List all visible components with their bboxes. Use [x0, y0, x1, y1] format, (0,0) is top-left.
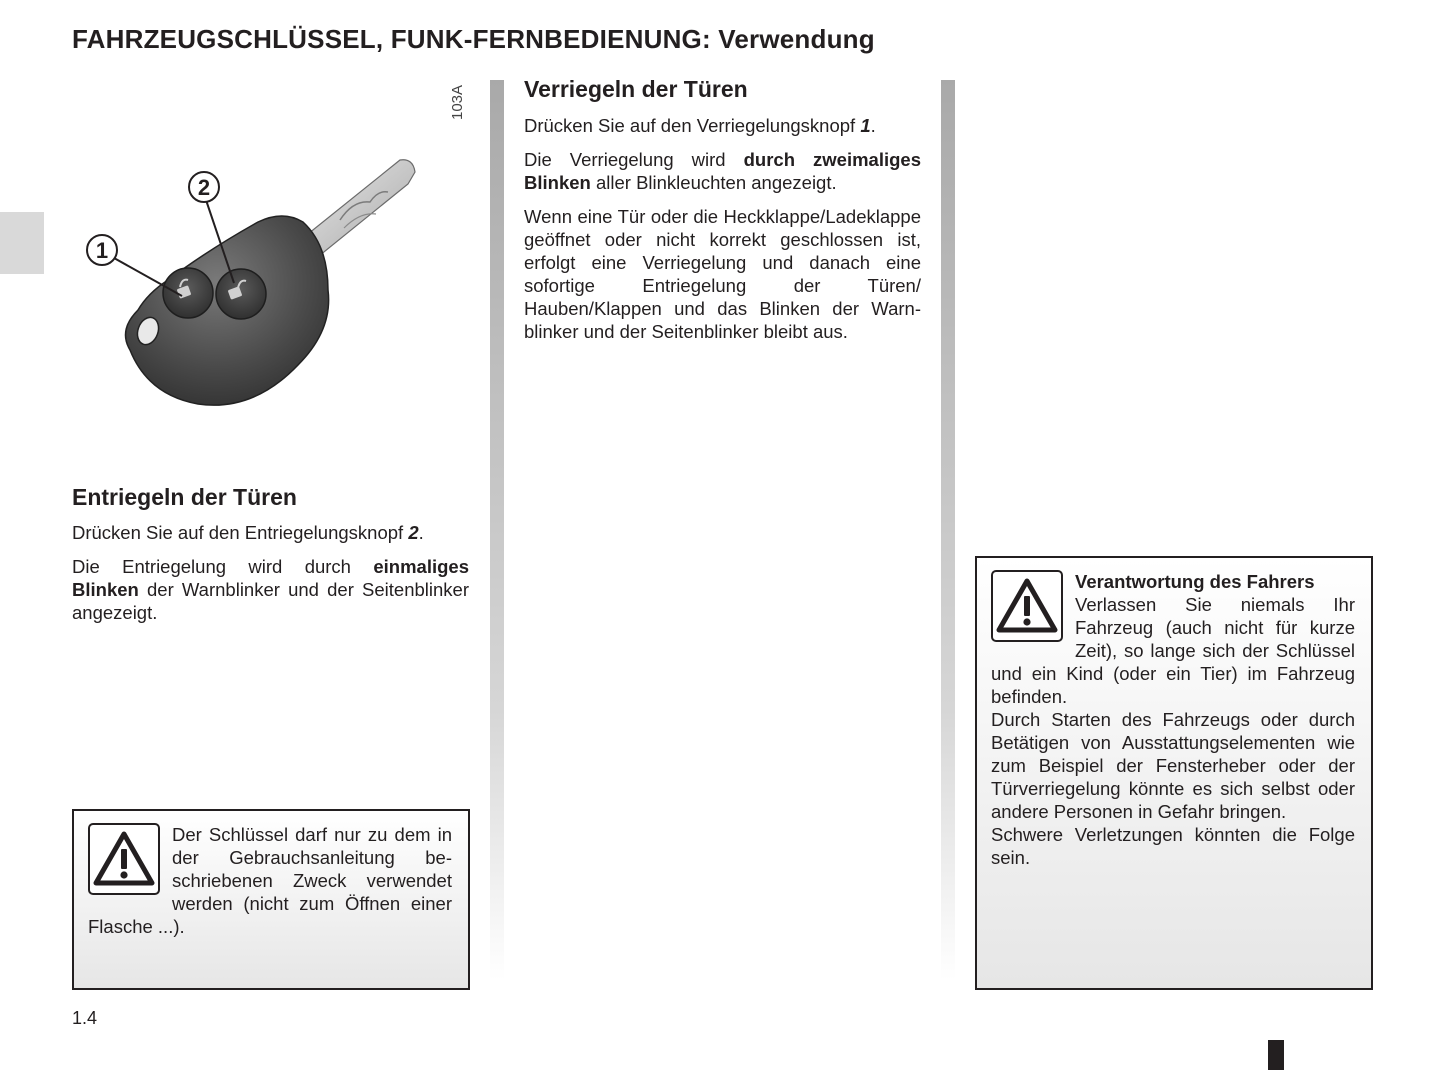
chapter-tab	[0, 212, 44, 274]
lock-text	[524, 114, 921, 354]
warning-left-text: Der Schlüssel darf nur zu dem in der Gebrauchsanleitung beschriebenen Zweck verwendet werden (nicht zum Öffnen einer Flasche ...).	[88, 824, 452, 937]
warning-right-p2: Durch Starten des Fahrzeugs oder durch Betätigen von Ausstattungselementen wie zum Beispiel der Fensterheber oder der Türverriegelung könnte es sich selbst oder andere Personen in Gefahr bringen.	[991, 709, 1355, 822]
lock-heading: Verriegeln der Türen	[524, 76, 748, 102]
callout-2-label: 2	[197, 175, 211, 200]
warning-box-right	[975, 556, 1373, 990]
unlock-instruction: Drücken Sie auf den Entriegelungsknopf 2.	[72, 522, 424, 543]
key-illustration	[78, 150, 438, 420]
unlock-button-2	[216, 269, 266, 319]
figure-code: 103A	[449, 84, 467, 121]
page-number: 1.4	[72, 1008, 98, 1028]
page-corner-mark	[1268, 1040, 1284, 1070]
unlock-text	[72, 521, 469, 635]
page-title: FAHRZEUGSCHLÜSSEL, FUNK-FERNBEDIENUNG: Verwendung	[72, 24, 875, 54]
unlock-indication: Die Entriegelung wird durch einmaliges Blinken der Warnblinker und der Seitenblinker angezeigt.	[72, 556, 469, 623]
warning-icon	[88, 823, 160, 895]
unlock-heading: Entriegeln der Türen	[72, 484, 297, 510]
warning-box-left	[72, 809, 470, 990]
column-divider-left	[490, 80, 504, 980]
callout-1-label: 1	[95, 238, 109, 263]
lock-button-1	[163, 268, 213, 318]
lock-door-open-note: Wenn eine Tür oder die Heckklappe/Ladeklappe geöffnet oder nicht korrekt geschlossen ist, erfolgt eine Verriegelung und danach eine sofortige Entriegelung der Türen/ Hauben/Klappen und das Blinken der Warnblinker und der Seitenblinker bleibt aus.	[524, 206, 921, 342]
warning-right-p3: Schwere Verletzungen könnten die Folge sein.	[991, 824, 1355, 868]
lock-indication: Die Verriegelung wird durch zweimaliges Blinken aller Blinkleuchten angezeigt.	[524, 149, 921, 193]
column-divider-right	[941, 80, 955, 980]
warning-right-heading: Verantwortung des Fahrers	[1075, 571, 1315, 592]
lock-instruction: Drücken Sie auf den Verriegelungsknopf 1.	[524, 115, 876, 136]
warning-right-p1: Verlassen Sie niemals Ihr Fahrzeug (auch nicht für kurze Zeit), so lange sich der Schlüssel und ein Kind (oder ein Tier) im Fahrzeug befinden.	[991, 594, 1355, 707]
warning-icon	[991, 570, 1063, 642]
